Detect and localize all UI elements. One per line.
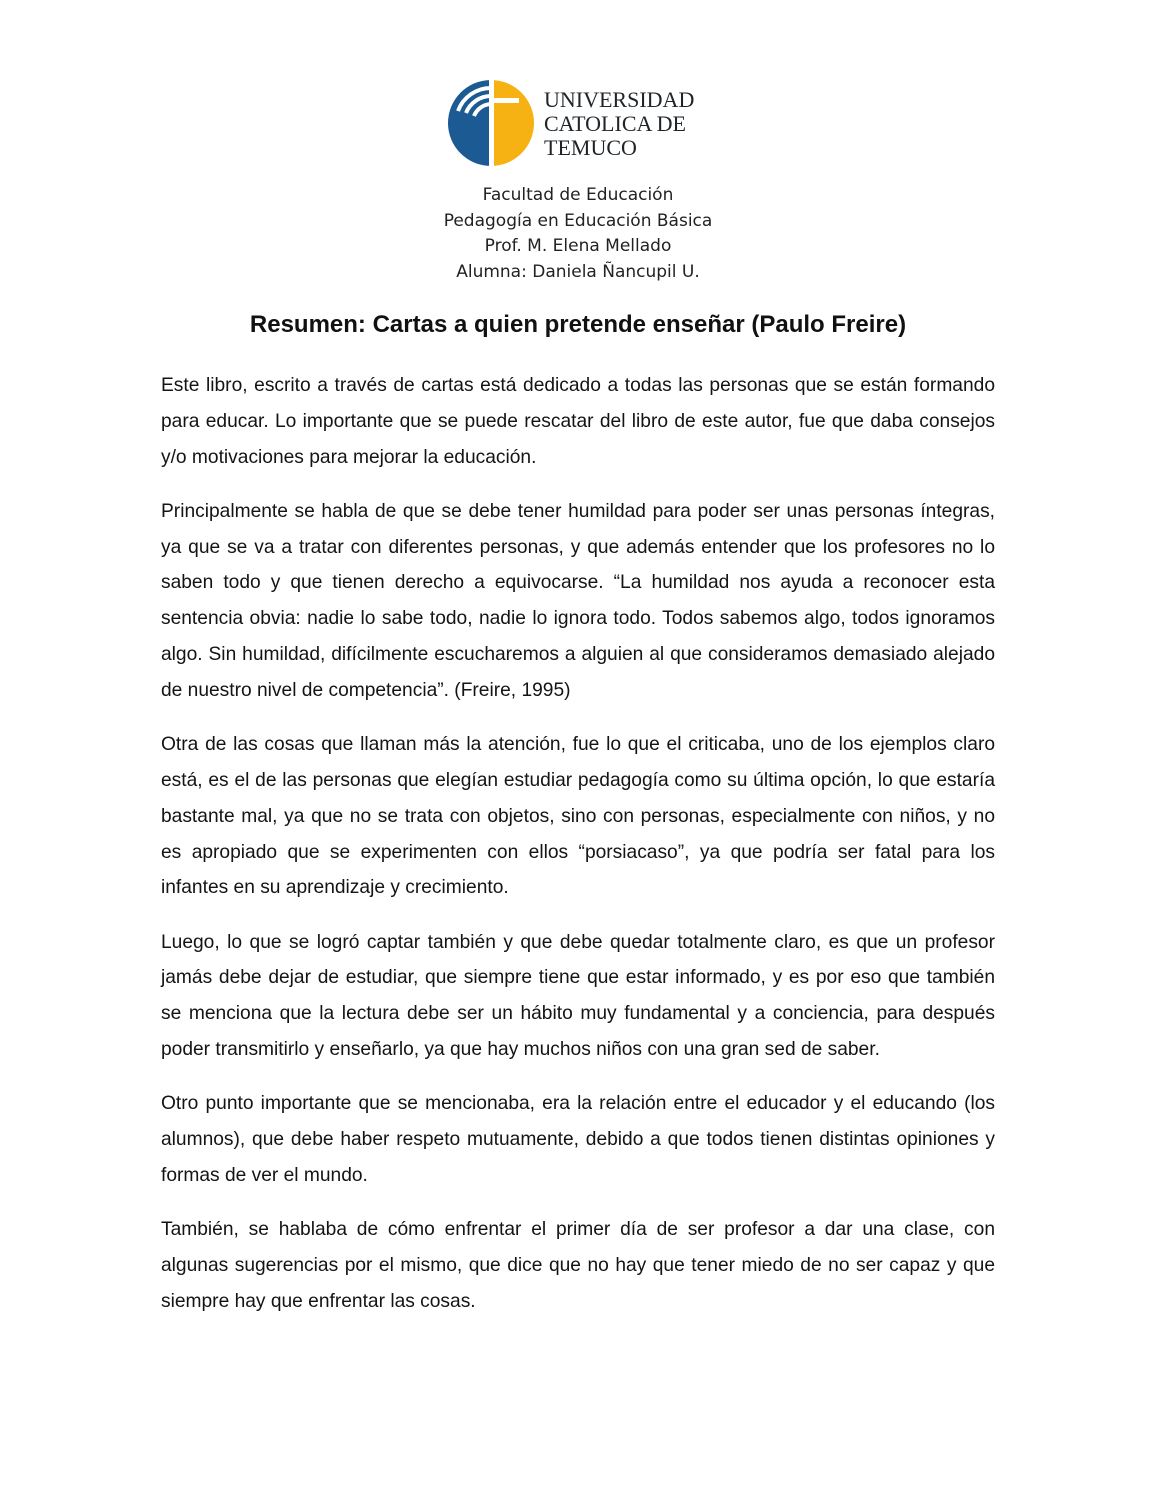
- university-logo-icon: [446, 78, 536, 168]
- paragraph: Este libro, escrito a través de cartas está dedicado a todas las personas que se están formando para educar. Lo importante que se puede rescatar del libro de este autor, fue que daba consejos y/o motivaciones para mejorar la educación.: [161, 375, 995, 468]
- university-name-line3: TEMUCO: [544, 135, 637, 160]
- university-name: [544, 88, 694, 160]
- university-name-line1: UNIVERSIDAD: [544, 87, 695, 112]
- university-name-line2: CATOLICA DE: [544, 111, 686, 136]
- program-line: Pedagogía en Educación Básica: [443, 210, 713, 231]
- document-header: [0, 183, 1156, 285]
- professor-line: Prof. M. Elena Mellado: [484, 236, 672, 256]
- paragraph: Principalmente se habla de que se debe tener humildad para poder ser unas personas íntegras, ya que se va a tratar con diferentes personas, y que además entender que los profesores no lo saben todo y que tienen derecho a equivocarse. “La humildad nos ayuda a reconocer esta sentencia obvia: nadie lo sabe todo, nadie lo ignora todo. Todos sabemos algo, todos ignoramos algo. Sin humildad, difícilmente escucharemos a alguien al que consideramos demasiado alejado de nuestro nivel de competencia”. (Freire, 1995): [161, 500, 995, 701]
- student-line: Alumna: Daniela Ñancupil U.: [456, 261, 700, 282]
- faculty-line: Facultad de Educación: [482, 185, 674, 205]
- document-body: [161, 368, 995, 1338]
- university-logo: [446, 78, 716, 170]
- paragraph: Otro punto importante que se mencionaba, era la relación entre el educador y el educando (los alumnos), que debe haber respeto mutuamente, debido a que todos tienen distintas opiniones y formas de ver el mundo.: [161, 1093, 995, 1186]
- paragraph: Luego, lo que se logró captar también y que debe quedar totalmente claro, es que un profesor jamás debe dejar de estudiar, que siempre tiene que estar informado, y es por eso que también se menciona que la lectura debe ser un hábito muy fundamental y a conciencia, para después poder transmitirlo y enseñarlo, ya que hay muchos niños con una gran sed de saber.: [161, 931, 995, 1061]
- document-title: Resumen: Cartas a quien pretende enseñar (Paulo Freire): [249, 311, 907, 338]
- paragraph: También, se hablaba de cómo enfrentar el primer día de ser profesor a dar una clase, con algunas sugerencias por el mismo, que dice que no hay que tener miedo de no ser capaz y que siempre hay que enfrentar las cosas.: [161, 1219, 995, 1312]
- paragraph: Otra de las cosas que llaman más la atención, fue lo que el criticaba, uno de los ejemplos claro está, es el de las personas que elegían estudiar pedagogía como su última opción, lo que estaría bastante mal, ya que no se trata con objetos, sino con personas, especialmente con niños, y no es apropiado que se experimenten con ellos “porsiacaso”, ya que podría ser fatal para los infantes en su aprendizaje y crecimiento.: [161, 734, 995, 899]
